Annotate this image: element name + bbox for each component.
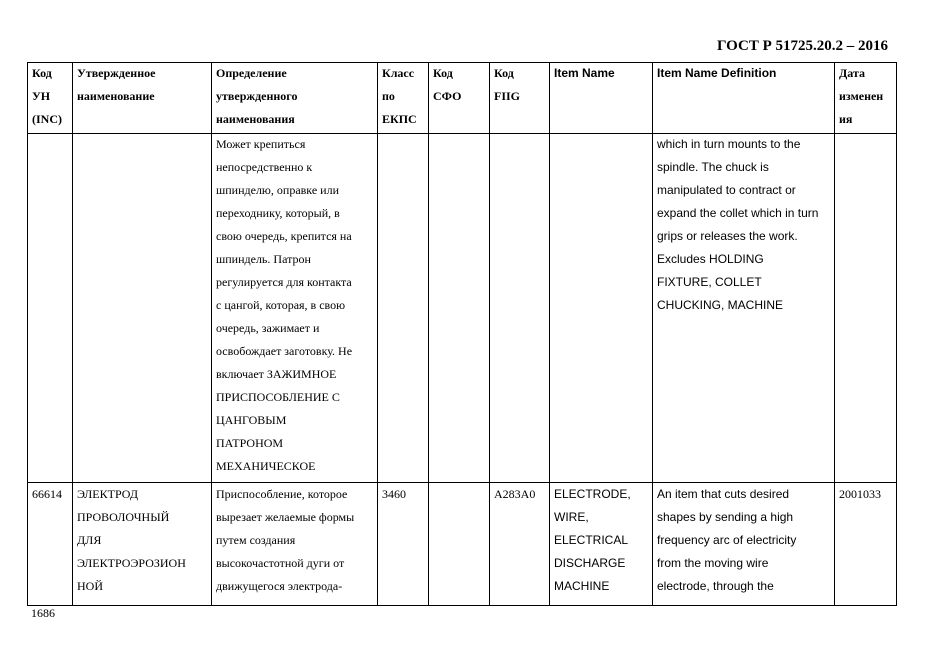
table-cell-fiig-code xyxy=(494,133,549,482)
table-cell-definition: Приспособление, которое вырезает желаемые формы путем создания высокочастотной дуги от движущегося электрода- xyxy=(216,487,355,593)
table-cell-item-name: ELECTRODE, WIRE, ELECTRICAL DISCHARGE MACHINE xyxy=(554,487,631,593)
table-cell-item-name xyxy=(554,133,652,482)
table-border-bottom xyxy=(27,605,897,606)
column-divider xyxy=(549,62,550,605)
table-cell-approved-name: ЭЛЕКТРОД ПРОВОЛОЧНЫЙ ДЛЯ ЭЛЕКТРОЭРОЗИОН НОЙ xyxy=(77,487,186,593)
column-divider xyxy=(834,62,835,605)
header-item-name: Item Name xyxy=(554,66,615,80)
header-definition: Определение утвержденного наименования xyxy=(216,66,298,126)
header-inc: Код УН (INC) xyxy=(32,66,62,126)
table-cell-inc: 66614 xyxy=(32,487,62,501)
table-cell-change-date xyxy=(839,133,896,482)
header-fiig-code: Код FIIG xyxy=(494,66,521,103)
column-divider xyxy=(377,62,378,605)
table-cell-change-date: 2001033 xyxy=(839,487,881,501)
table-cell-item-name-definition: which in turn mounts to the spindle. The chuck is manipulated to contract or expand the collet which in turn grips or releases the work. Excludes HOLDING FIXTURE, COLLET CHUCKING, MACHINE xyxy=(657,137,819,312)
page-number: 1686 xyxy=(31,606,55,620)
document-header: ГОСТ Р 51725.20.2 – 2016 xyxy=(716,38,888,54)
header-change-date: Дата изменен ия xyxy=(839,66,884,126)
table-border-right xyxy=(896,62,897,605)
table-cell-ekps-class xyxy=(382,133,428,482)
header-item-name-definition: Item Name Definition xyxy=(657,66,777,80)
table-cell-fiig-code: A283A0 xyxy=(494,487,536,501)
table-cell-item-name-definition: An item that cuts desired shapes by sending a high frequency arc of electricity from the moving wire electrode, through the xyxy=(657,487,797,593)
table-cell-sfo-code xyxy=(433,483,489,605)
column-divider xyxy=(211,62,212,605)
header-sfo-code: Код СФО xyxy=(433,66,462,103)
table-cell-definition: Может крепиться непосредственно к шпинделю, оправке или переходнику, который, в свою очередь, крепится на шпиндель. Патрон регулируется для контакта с цангой, которая, в свою очередь, зажимает и освобождает заготовку. Не включает ЗАЖИМНОЕ ПРИСПОСОБЛЕНИЕ С ЦАНГОВЫМ ПАТРОНОМ МЕХАНИЧЕСКОЕ xyxy=(216,137,353,473)
table-border-left xyxy=(27,62,28,605)
column-divider xyxy=(489,62,490,605)
header-ekps-class: Класс по ЕКПС xyxy=(382,66,417,126)
table-cell-approved-name xyxy=(77,133,211,482)
column-divider xyxy=(652,62,653,605)
header-approved-name: Утвержденное наименование xyxy=(77,66,156,103)
table-cell-sfo-code xyxy=(433,133,489,482)
column-divider xyxy=(72,62,73,605)
column-divider xyxy=(428,62,429,605)
table-cell-inc xyxy=(32,133,72,482)
table-cell-ekps-class: 3460 xyxy=(382,487,406,501)
